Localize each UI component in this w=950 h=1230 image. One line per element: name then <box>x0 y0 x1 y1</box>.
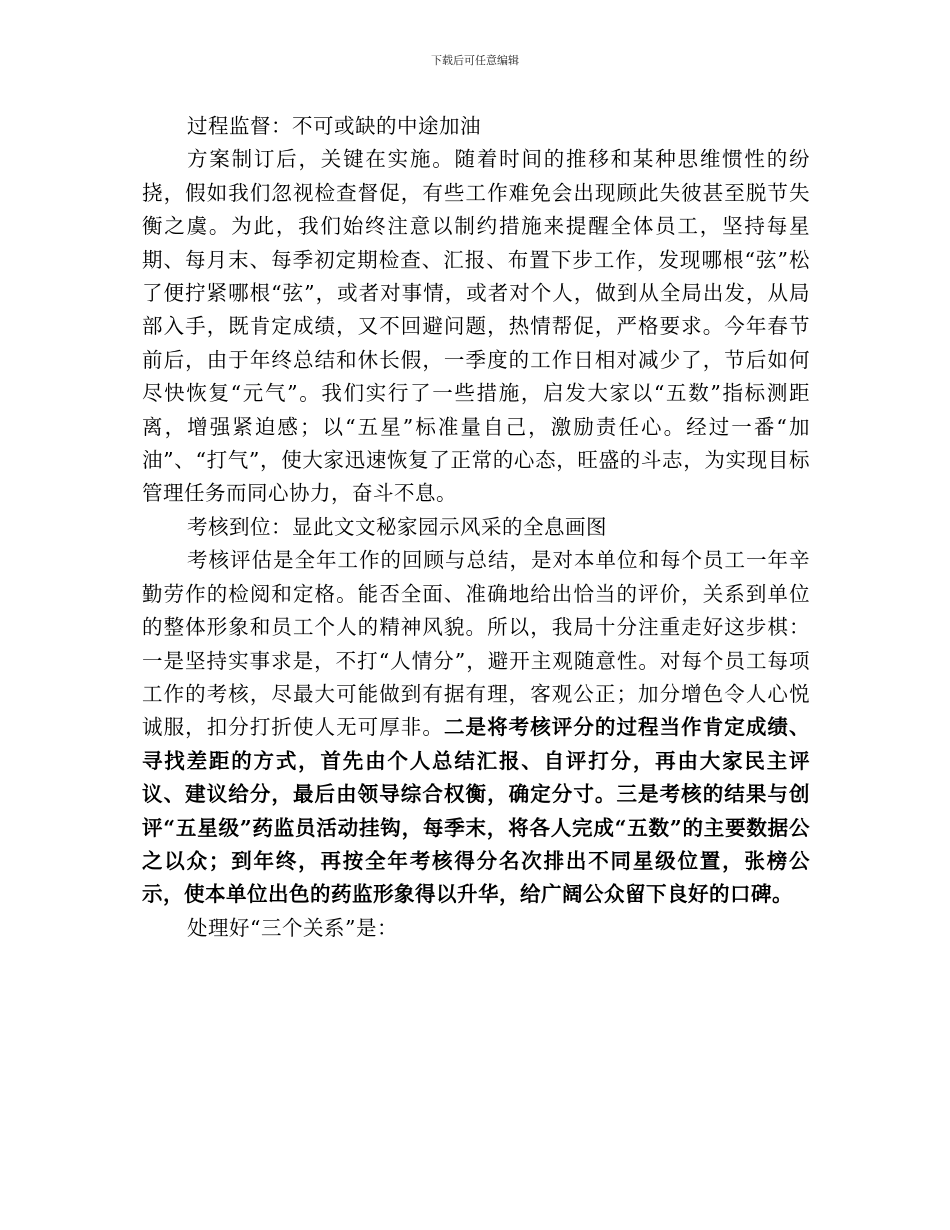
section-heading-process-supervision: 过程监督：不可或缺的中途加油 <box>187 114 481 138</box>
document-body <box>142 110 810 945</box>
paragraph-process-supervision: 方案制订后，关键在实施。随着时间的推移和某种思维惯性的纷挠，假如我们忽视检查督促，有些工作难免会出现顾此失彼甚至脱节失衡之虞。为此，我们始终注意以制约措施来提醒全体员工，坚持每星期、每月末、每季初定期检查、汇报、布置下步工作，发现哪根“弦”松了便拧紧哪根“弦”，或者对事情，或者对个人，做到从全局出发，从局部入手，既肯定成绩，又不回避问题，热情帮促，严格要求。今年春节前后，由于年终总结和休长假，一季度的工作日相对减少了，节后如何尽快恢复“元气”。我们实行了一些措施，启发大家以“五数”指标测距离，增强紧迫感；以“五星”标准量自己，激励责任心。经过一番“加油”、“打气”，使大家迅速恢复了正常的心态，旺盛的斗志，为实现目标管理任务而同心协力，奋斗不息。 <box>142 147 810 506</box>
paragraph-assessment-normal-text: 考核评估是全年工作的回顾与总结，是对本单位和每个员工一年辛勤劳作的检阅和定格。能否全面、准确地给出恰当的评价，关系到单位的整体形象和员工个人的精神风貌。所以，我局十分注重走好这步棋：一是坚持实事求是，不打“人情分”，避开主观随意性。对每个员工每项工作的考核，尽最大可能做到有据有理，客观公正；加分增色令人心悦诚服，扣分打折使人无可厚非。 <box>142 548 810 740</box>
paragraph-assessment <box>142 544 810 911</box>
paragraph-assessment-bold-text: 二是将考核评分的过程当作肯定成绩、寻找差距的方式，首先由个人总结汇报、自评打分，再由大家民主评议、建议给分，最后由领导综合权衡，确定分寸。三是考核的结果与创评“五星级”药监员活动挂钩，每季末，将各人完成“五数”的主要数据公之以众；到年终，再按全年考核得分名次排出不同星级位置，张榜公示，使本单位出色的药监形象得以升华，给广阔公众留下良好的口碑。 <box>142 715 811 907</box>
page-header: 下载后可任意编辑 <box>431 54 519 67</box>
section-heading-assessment: 考核到位：显此文文秘家园示风采的全息画图 <box>187 514 607 539</box>
section-heading-three-relations: 处理好“三个关系”是： <box>187 915 398 940</box>
